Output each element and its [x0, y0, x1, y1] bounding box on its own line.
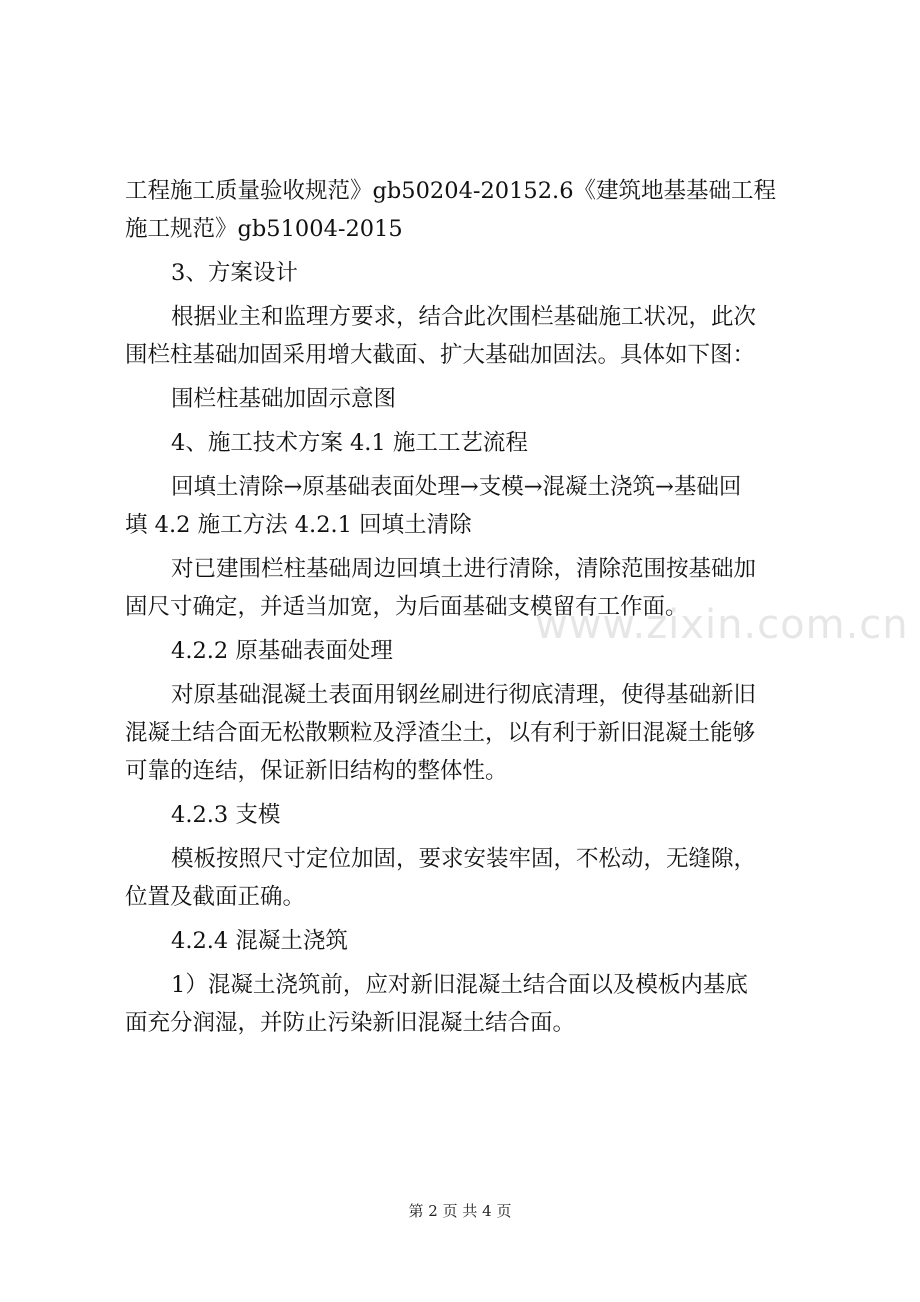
- text-line: 模板按照尺寸定位加固，要求安装牢固，不松动，无缝隙，: [171, 846, 757, 872]
- text-line: 混凝土结合面无松散颗粒及浮渣尘土，以有利于新旧混凝土能够: [125, 720, 756, 746]
- figure-caption: 围栏柱基础加固示意图: [171, 386, 397, 412]
- section-heading: 4.2.4 混凝土浇筑: [171, 928, 348, 954]
- text-line: 根据业主和监理方要求，结合此次围栏基础施工状况，此次: [171, 304, 757, 330]
- text-line: 填 4.2 施工方法 4.2.1 回填土清除: [125, 512, 472, 538]
- page-footer: 第 2 页 共 4 页: [408, 1202, 512, 1220]
- section-heading: 3、方案设计: [171, 260, 298, 286]
- text-line: 对已建围栏柱基础周边回填土进行清除，清除范围按基础加: [171, 556, 757, 582]
- text-line: 回填土清除→原基础表面处理→支模→混凝土浇筑→基础回: [171, 474, 742, 500]
- text-line: 工程施工质量验收规范》gb50204-20152.6《建筑地基基础工程: [125, 178, 777, 204]
- text-line: 面充分润湿，并防止污染新旧混凝土结合面。: [125, 1010, 576, 1036]
- text-line: 施工规范》gb51004-2015: [125, 216, 403, 242]
- section-heading: 4、施工技术方案 4.1 施工工艺流程: [171, 430, 528, 456]
- text-line: 可靠的连结，保证新旧结构的整体性。: [125, 758, 508, 784]
- section-heading: 4.2.3 支模: [171, 802, 281, 828]
- text-line: 位置及截面正确。: [125, 884, 306, 910]
- text-line: 固尺寸确定，并适当加宽，为后面基础支模留有工作面。: [125, 594, 688, 620]
- section-heading: 4.2.2 原基础表面处理: [171, 638, 393, 664]
- text-line: 对原基础混凝土表面用钢丝刷进行彻底清理，使得基础新旧: [171, 682, 757, 708]
- text-line: 围栏柱基础加固采用增大截面、扩大基础加固法。具体如下图：: [125, 342, 756, 368]
- text-line: 1）混凝土浇筑前，应对新旧混凝土结合面以及模板内基底: [171, 972, 748, 998]
- watermark: www.zixin.com.cn: [535, 602, 909, 648]
